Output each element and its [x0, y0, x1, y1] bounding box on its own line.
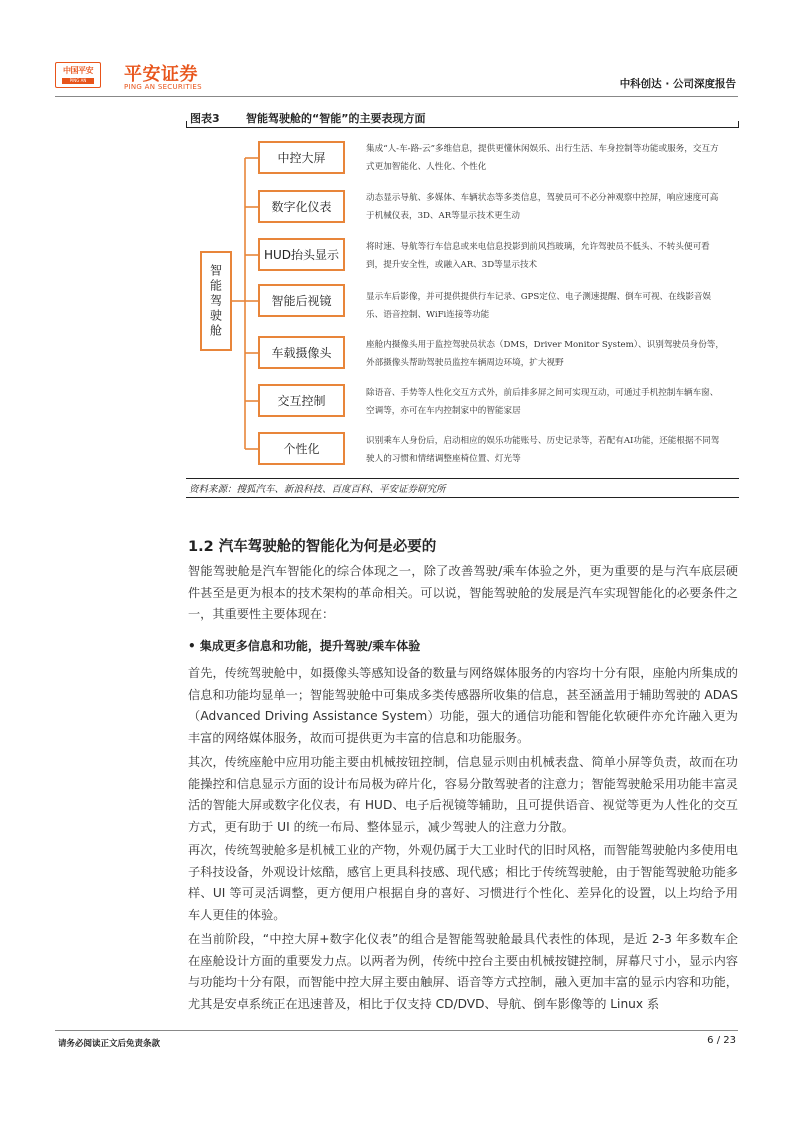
bullet-heading: • 集成更多信息和功能，提升驾驶/乘车体验: [188, 639, 421, 653]
intro-paragraph: 智能驾驶舱是汽车智能化的综合体现之一，除了改善驾驶/乘车体验之外，更为重要的是与汽车底层硬件甚至是更为根本的技术架构的革命相关。可以说，智能驾驶舱的发展是汽车实现智能化的必要条件之一，其重要性主要体现在：: [188, 564, 738, 621]
paragraph-4: 在当前阶段，“中控大屏+数字化仪表”的组合是智能驾驶舱最具代表性的体现，是近 2-3 年多数车企在座舱设计方面的重要发力点。以两者为例，传统中控台主要由机械按键控制，屏幕尺寸小，显示内容与功能均十分有限，而智能中控大屏主要由触屏、语音等方式控制，融入更加丰富的显示内容和功能，尤其是安卓系统正在迅速普及，相比于仅支持 CD/DVD、导航、倒车影像等的 Linux 系: [188, 932, 738, 1011]
paragraph-1: 首先，传统驾驶舱中，如摄像头等感知设备的数量与网络媒体服务的内容均十分有限，座舱内所集成的信息和功能均显单一；智能驾驶舱中可集成多类传感器所收集的信息，甚至涵盖用于辅助驾驶的 ADAS（Advanced Driving Assistance System）功能，强大的通信功能和智能化软硬件亦允许融入更为丰富的网络媒体服务，故而可提供更为丰富的信息和功能服务。: [188, 666, 738, 745]
diagram-desc-digital-cluster: 动态显示导航、多媒体、车辆状态等多类信息，驾驶员可不必分神观察中控屏，响应速度可高于机械仪表，3D、AR等显示技术更生动: [366, 193, 719, 221]
diagram-node-interaction: 交互控制: [258, 384, 345, 417]
logo-subtext: PING AN: [62, 78, 94, 84]
paragraph-3: 再次，传统驾驶舱多是机械工业的产物，外观仍属于大工业时代的旧时风格，而智能驾驶舱内多使用电子科技设备，外观设计炫酷，感官上更具科技感、现代感；相比于传统驾驶舱，由于智能驾驶舱功能多样、UI 等可灵活调整，更方便用户根据自身的喜好、习惯进行个性化、差异化的设置，以上均给予用车人更佳的体验。: [188, 843, 738, 922]
diagram-desc-hud: 将时速、导航等行车信息或来电信息投影到前风挡玻璃，允许驾驶员不低头、不转头便可看到，提升安全性，或融入AR、3D等显示技术: [366, 242, 710, 270]
page-number: 6 / 23: [707, 1035, 736, 1046]
brand-name: 平安证券: [124, 64, 198, 85]
footer-disclaimer: 请务必阅读正文后免责条款: [58, 1039, 161, 1049]
logo-text: 中国平安: [63, 66, 93, 75]
figure-source: 资料来源：搜狐汽车、新浪科技、百度百科、平安证券研究所: [189, 484, 446, 495]
diagram-desc-personalization: 识别乘车人身份后，启动相应的娱乐功能账号、历史记录等，若配有AI功能，还能根据不同驾驶人的习惯和情绪调整座椅位置、灯光等: [366, 436, 720, 464]
paragraph-2: 其次，传统座舱中应用功能主要由机械按钮控制，信息显示则由机械表盘、简单小屏等负责，故而在功能操控和信息显示方面的设计布局极为碎片化，容易分散驾驶者的注意力；智能驾驶舱采用功能丰富灵活的智能大屏或数字化仪表，有 HUD、电子后视镜等辅助，且可提供语音、视觉等更为人性化的交互方式，更有助于 UI 的统一布局、整体显示，减少驾驶人的注意力分散。: [188, 755, 738, 834]
diagram-node-hud: HUD抬头显示: [258, 238, 345, 271]
diagram-node-personalization: 个性化: [258, 432, 345, 465]
figure-caption: 智能驾驶舱的“智能”的主要表现方面: [246, 112, 426, 125]
diagram-root-node: 智能驾驶舱: [200, 251, 232, 351]
diagram-node-camera: 车载摄像头: [258, 336, 345, 369]
footer-divider: [55, 1030, 738, 1031]
brand-name-en: PING AN SECURITIES: [124, 83, 202, 91]
report-title: 中科创达 · 公司深度报告: [619, 78, 736, 90]
source-rule: [186, 497, 739, 498]
figure-bottom-rule: [186, 478, 739, 479]
diagram-node-digital-cluster: 数字化仪表: [258, 190, 345, 223]
diagram-desc-camera: 座舱内摄像头用于监控驾驶员状态（DMS，Driver Monitor System）、识别驾驶员身份等，外部摄像头帮助驾驶员监控车辆周边环境，扩大视野: [366, 340, 724, 368]
diagram-desc-smart-mirror: 显示车后影像，并可提供提供行车记录、GPS定位、电子测速提醒、倒车可视、在线影音娱乐、语音控制、WiFi连接等功能: [366, 292, 712, 320]
diagram-desc-center-screen: 集成“人-车-路-云”多维信息，提供更懂休闲娱乐、出行生活、车身控制等功能或服务，交互方式更加智能化、人性化、个性化: [366, 144, 719, 172]
diagram-node-smart-mirror: 智能后视镜: [258, 284, 345, 317]
diagram-node-center-screen: 中控大屏: [258, 141, 345, 174]
diagram-desc-interaction: 除语音、手势等人性化交互方式外，前后排多屏之间可实现互动，可通过手机控制车辆车窗、空调等，亦可在车内控制家中的智能家居: [366, 388, 719, 416]
section-heading: 1.2 汽车驾驶舱的智能化为何是必要的: [188, 539, 437, 555]
figure-label: 图表3: [190, 112, 220, 125]
